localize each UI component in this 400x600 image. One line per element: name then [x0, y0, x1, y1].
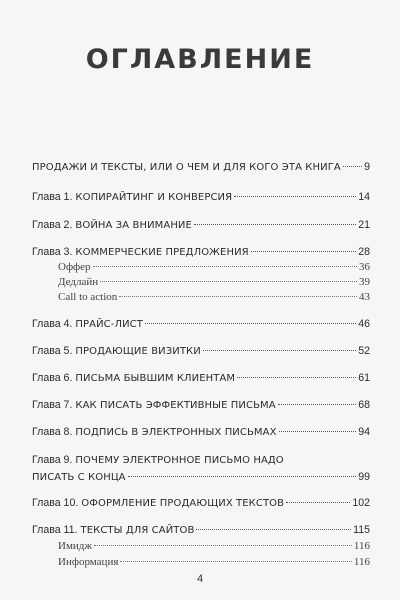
toc-entry [32, 425, 370, 440]
toc-subentry-heading: Дедлайн [58, 276, 99, 288]
toc-entry-prefix: Глава 6. [32, 372, 73, 384]
toc-entry [32, 160, 370, 175]
leader-dots [120, 561, 352, 562]
toc-entry-prefix: Глава 9. [32, 454, 73, 466]
toc-entry-prefix: Глава 10. [32, 497, 79, 509]
toc-entry-prefix: Глава 3. [32, 246, 73, 258]
leader-dots [94, 545, 352, 546]
toc-entry [32, 344, 370, 359]
toc-entry-page: 46 [358, 318, 370, 330]
toc-entry-prefix: Глава 2. [32, 219, 73, 231]
toc-subentry [58, 260, 370, 274]
toc-entry [32, 371, 370, 386]
toc-entry [32, 453, 370, 468]
toc-entry-page: 21 [358, 219, 370, 231]
leader-dots [93, 266, 357, 267]
toc-entry-prefix: Глава 11. [32, 524, 78, 536]
toc-entry-page: 115 [353, 524, 370, 536]
toc-entry-heading: ВОЙНА ЗА ВНИМАНИЕ [75, 220, 192, 231]
toc-subentry-heading: Оффер [58, 261, 91, 273]
toc-entry-page: 14 [358, 191, 370, 203]
toc-entry-prefix: Глава 5. [32, 345, 73, 357]
toc-entry-prefix: Глава 8. [32, 426, 73, 438]
toc-entry-heading: ОФОРМЛЕНИЕ ПРОДАЮЩИХ ТЕКСТОВ [81, 498, 285, 509]
toc-entry-page: 9 [364, 161, 370, 173]
toc-entry-prefix: Глава 7. [32, 399, 73, 411]
leader-dots [194, 224, 356, 225]
leader-dots [279, 431, 357, 432]
toc-subentry-heading: Имидж [58, 540, 92, 552]
leader-dots [119, 296, 357, 297]
page-number: 4 [196, 573, 204, 585]
toc-entry-heading: ПОДПИСЬ В ЭЛЕКТРОННЫХ ПИСЬМАХ [75, 427, 277, 438]
toc-entry-page: 52 [358, 345, 370, 357]
toc-subentry-page: 116 [353, 556, 370, 568]
toc-entry-heading: ПРАЙС-ЛИСТ [75, 319, 143, 330]
leader-dots [251, 251, 356, 252]
toc-entry-prefix: Глава 1. [32, 191, 73, 203]
toc-entry [32, 398, 370, 413]
toc-entry [32, 218, 370, 233]
leader-dots [278, 404, 356, 405]
leader-dots [100, 281, 357, 282]
page-title: ОГЛАВЛЕНИЕ [85, 44, 315, 75]
leader-dots [237, 377, 356, 378]
toc-subentry [58, 555, 370, 569]
toc-entry [32, 190, 370, 205]
toc-entry [32, 496, 370, 511]
toc-subentry-page: 36 [359, 261, 370, 273]
toc-entry [32, 317, 370, 332]
toc-subentry-page: 116 [353, 540, 370, 552]
leader-dots [145, 323, 356, 324]
toc-entry-heading: ПИСАТЬ С КОНЦА [32, 472, 126, 483]
toc-entry-page: 99 [358, 471, 370, 483]
toc-subentry-heading: Call to action [58, 291, 118, 303]
toc-entry [32, 245, 370, 260]
toc-subentry [58, 275, 370, 289]
toc-entry-heading: КОММЕРЧЕСКИЕ ПРЕДЛОЖЕНИЯ [75, 247, 249, 258]
toc-entry-heading: ПОЧЕМУ ЭЛЕКТРОННОЕ ПИСЬМО НАДО [75, 455, 284, 466]
toc-entry-page: 68 [358, 399, 370, 411]
toc-subentry-heading: Информация [58, 556, 119, 568]
toc-subentry-page: 43 [359, 291, 370, 303]
leader-dots [286, 502, 350, 503]
leader-dots [234, 196, 356, 197]
leader-dots [196, 529, 351, 530]
toc-entry-heading: КОПИРАЙТИНГ И КОНВЕРСИЯ [75, 192, 233, 203]
toc-entry-page: 102 [352, 497, 370, 509]
leader-dots [128, 476, 357, 477]
toc-entry-heading: ПИСЬМА БЫВШИМ КЛИЕНТАМ [75, 373, 236, 384]
toc-entry-heading: ТЕКСТЫ ДЛЯ САЙТОВ [80, 525, 195, 536]
toc-entry-heading: ПРОДАЖИ И ТЕКСТЫ, ИЛИ О ЧЕМ И ДЛЯ КОГО ЭТА КНИГА [32, 162, 341, 173]
toc-entry-continuation [32, 470, 370, 485]
leader-dots [203, 350, 356, 351]
toc-entry [32, 523, 370, 538]
toc-entry-page: 28 [358, 246, 370, 258]
toc-entry-page: 94 [358, 426, 370, 438]
toc-entry-heading: КАК ПИСАТЬ ЭФФЕКТИВНЫЕ ПИСЬМА [75, 400, 276, 411]
toc-entry-heading: ПРОДАЮЩИЕ ВИЗИТКИ [75, 346, 201, 357]
toc-subentry-page: 39 [359, 276, 370, 288]
toc-entry-page: 61 [358, 372, 370, 384]
leader-dots [343, 166, 362, 167]
toc-subentry [58, 290, 370, 304]
toc-subentry [58, 539, 370, 553]
toc-entry-prefix: Глава 4. [32, 318, 73, 330]
